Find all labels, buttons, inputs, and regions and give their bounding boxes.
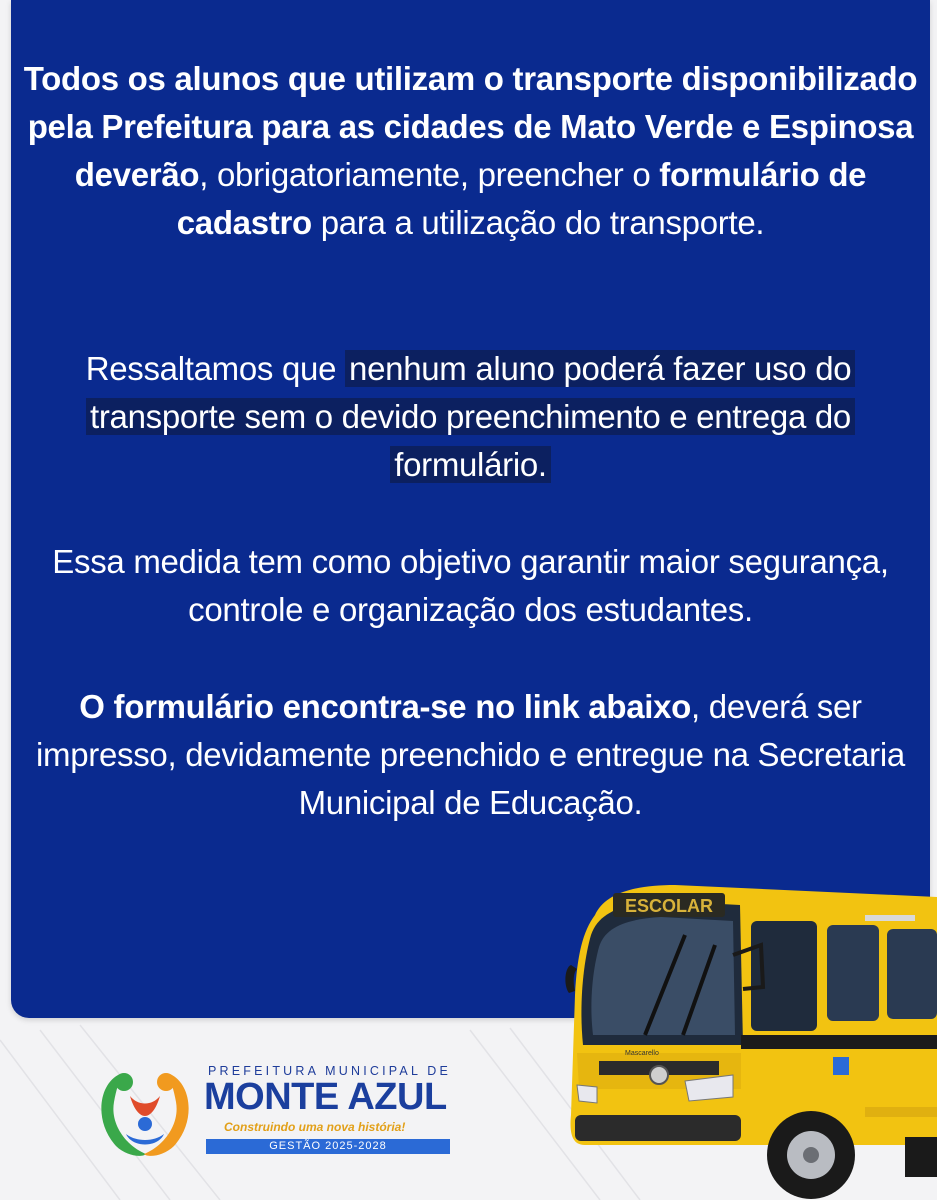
notice-p2-text1: Ressaltamos que (85, 350, 346, 387)
accessibility-icon (833, 1057, 849, 1075)
family-emblem-icon (90, 1062, 200, 1162)
logo-term-bar: GESTÃO 2025-2028 (206, 1139, 450, 1154)
notice-p1-bold1: Todos os alunos que utilizam o transporte disponibilizado pela Prefeitura para as cidades de Mato Verde e Espinosa deverão (23, 60, 918, 193)
logo-superscript: PREFEITURA MUNICIPAL DE (208, 1064, 452, 1078)
notice-p4-text1: , deverá ser impresso, devidamente preenchido e entregue na Secretaria Municipal de Educação. (36, 688, 905, 821)
notice-p2-highlight: nenhum aluno poderá fazer uso do transporte sem o devido preenchimento e entrega do formulário. (86, 350, 855, 483)
logo-slogan: Construindo uma nova história! (224, 1120, 406, 1134)
notice-p1-text1: , obrigatoriamente, preencher o (199, 156, 660, 193)
notice-paragraph-1 (11, 55, 930, 247)
vw-badge-icon (650, 1066, 668, 1084)
prefeitura-logo (90, 1062, 470, 1162)
school-bus-image (565, 875, 937, 1200)
logo-title: MONTE AZUL (204, 1076, 447, 1118)
destination-sign-text: ESCOLAR (624, 896, 714, 916)
notice-p1-bold2: formulário de cadastro (176, 156, 867, 241)
notice-paragraph-2 (11, 345, 930, 489)
notice-p4-bold1: O formulário encontra-se no link abaixo (79, 688, 692, 725)
notice-paragraph-3: Essa medida tem como objetivo garantir maior segurança, controle e organização dos estudantes. (52, 543, 889, 628)
notice-p1-text2: para a utilização do transporte. (311, 204, 765, 241)
bus-brand-badge: Mascarello (625, 1050, 659, 1057)
notice-paragraph-4 (11, 683, 930, 827)
